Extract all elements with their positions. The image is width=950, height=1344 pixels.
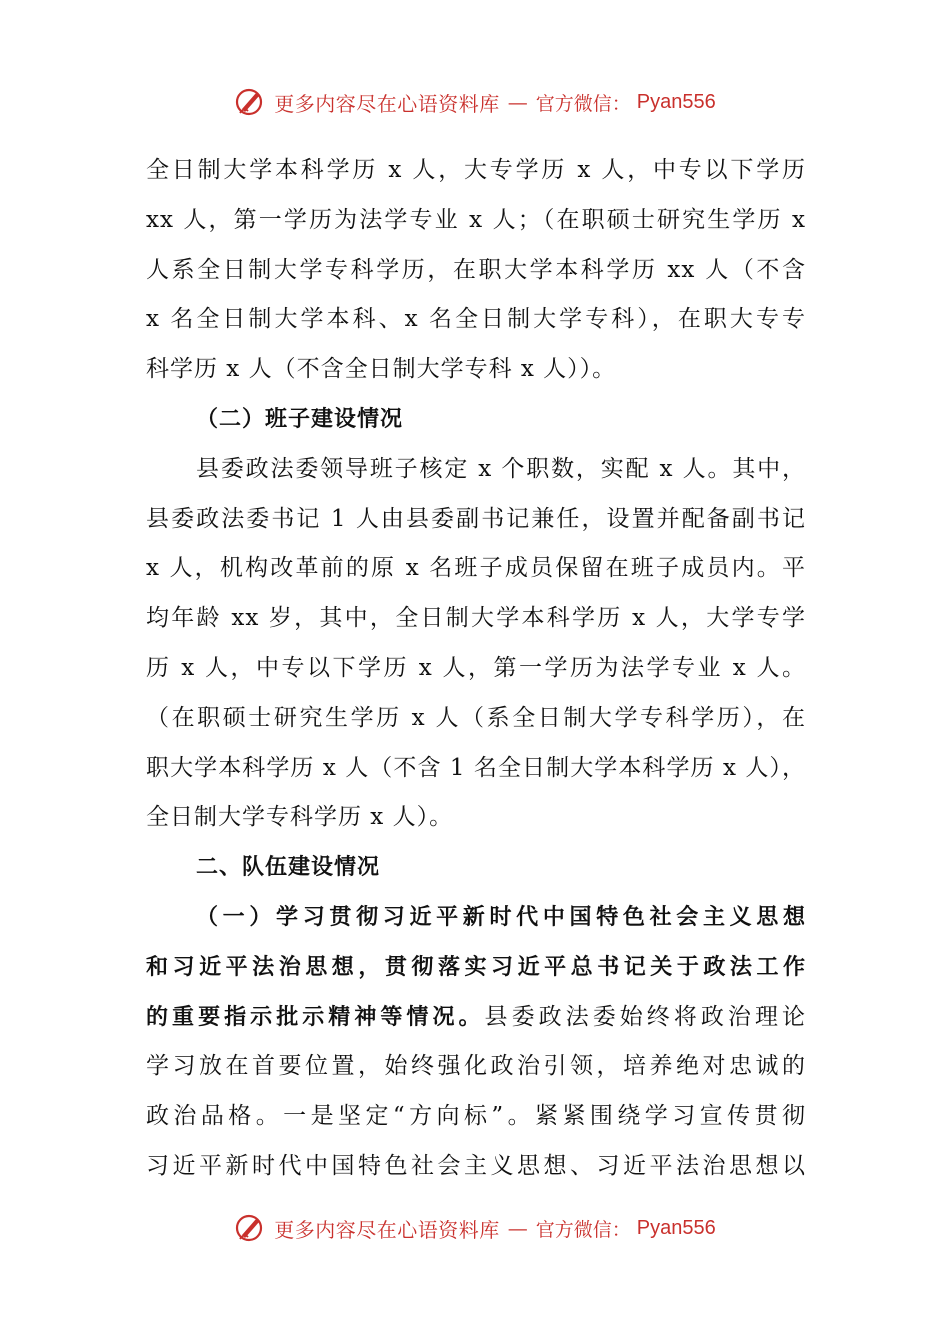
mixed-line: [146, 993, 806, 1043]
text-line: 均年龄 xx 岁，其中，全日制大学本科学历 x 人，大学专学: [146, 605, 806, 632]
bold-subheading-line: （一）学习贯彻习近平新时代中国特色社会主义思想: [196, 904, 806, 930]
text-line: （在职硕士研究生学历 x 人（系全日制大学专科学历），在: [146, 704, 806, 731]
text-line: xx 人，第一学历为法学专业 x 人；（在职硕士研究生学历 x: [146, 206, 806, 233]
text-line: 习近平新时代中国特色社会主义思想、习近平法治思想以: [146, 1152, 806, 1179]
banner-wechat-label: 官方微信：: [535, 92, 631, 115]
document-body: [146, 146, 806, 1192]
banner-wechat-label: 官方微信：: [535, 1218, 631, 1241]
banner-dash: —: [507, 90, 528, 114]
pen-circle-logo-icon: [234, 1211, 268, 1245]
text-line: 历 x 人，中专以下学历 x 人，第一学历为法学专业 x 人。: [146, 654, 806, 681]
chapter-heading: 二、队伍建设情况: [196, 855, 381, 881]
text-span: 县委政法委始终将政治理论: [484, 1003, 806, 1030]
text-line: x 名全日制大学本科、x 名全日制大学专科），在职大专专: [146, 306, 806, 333]
banner-text: 更多内容尽在心语资料库: [274, 91, 500, 116]
banner-wechat-id: Pyan556: [636, 90, 716, 113]
section-heading: （二）班子建设情况: [196, 406, 404, 432]
banner-dash: —: [507, 1216, 528, 1240]
text-line: 学习放在首要位置，始终强化政治引领，培养绝对忠诚的: [146, 1053, 806, 1080]
text-line: 县委政法委书记 1 人由县委副书记兼任，设置并配备副书记: [146, 505, 806, 532]
text-line: x 人，机构改革前的原 x 名班子成员保留在班子成员内。平: [146, 555, 806, 582]
banner-text: 更多内容尽在心语资料库: [274, 1217, 500, 1242]
banner-wechat-id: Pyan556: [636, 1216, 716, 1239]
text-line: 全日制大学本科学历 x 人，大专学历 x 人，中专以下学历: [146, 157, 806, 183]
pen-circle-logo-icon: [234, 85, 268, 119]
text-line: 职大学本科学历 x 人（不含 1 名全日制大学本科学历 x 人），: [146, 754, 806, 781]
header-watermark-banner: [0, 82, 950, 122]
text-line: 科学历 x 人（不含全日制大学专科 x 人））。: [146, 356, 617, 383]
text-line: 县委政法委领导班子核定 x 个职数，实配 x 人。其中，: [196, 455, 806, 482]
text-line: 政治品格。一是坚定“方向标”。紧紧围绕学习宣传贯彻: [146, 1103, 806, 1130]
text-line: 人系全日制大学专科学历，在职大学本科学历 xx 人（不含: [146, 256, 806, 283]
footer-watermark-banner: [0, 1208, 950, 1248]
text-line: 全日制大学专科学历 x 人）。: [146, 804, 454, 831]
bold-subheading-line: 和习近平法治思想，贯彻落实习近平总书记关于政法工作: [146, 954, 806, 980]
bold-subheading-end: 的重要指示批示精神等情况。: [146, 1004, 485, 1030]
